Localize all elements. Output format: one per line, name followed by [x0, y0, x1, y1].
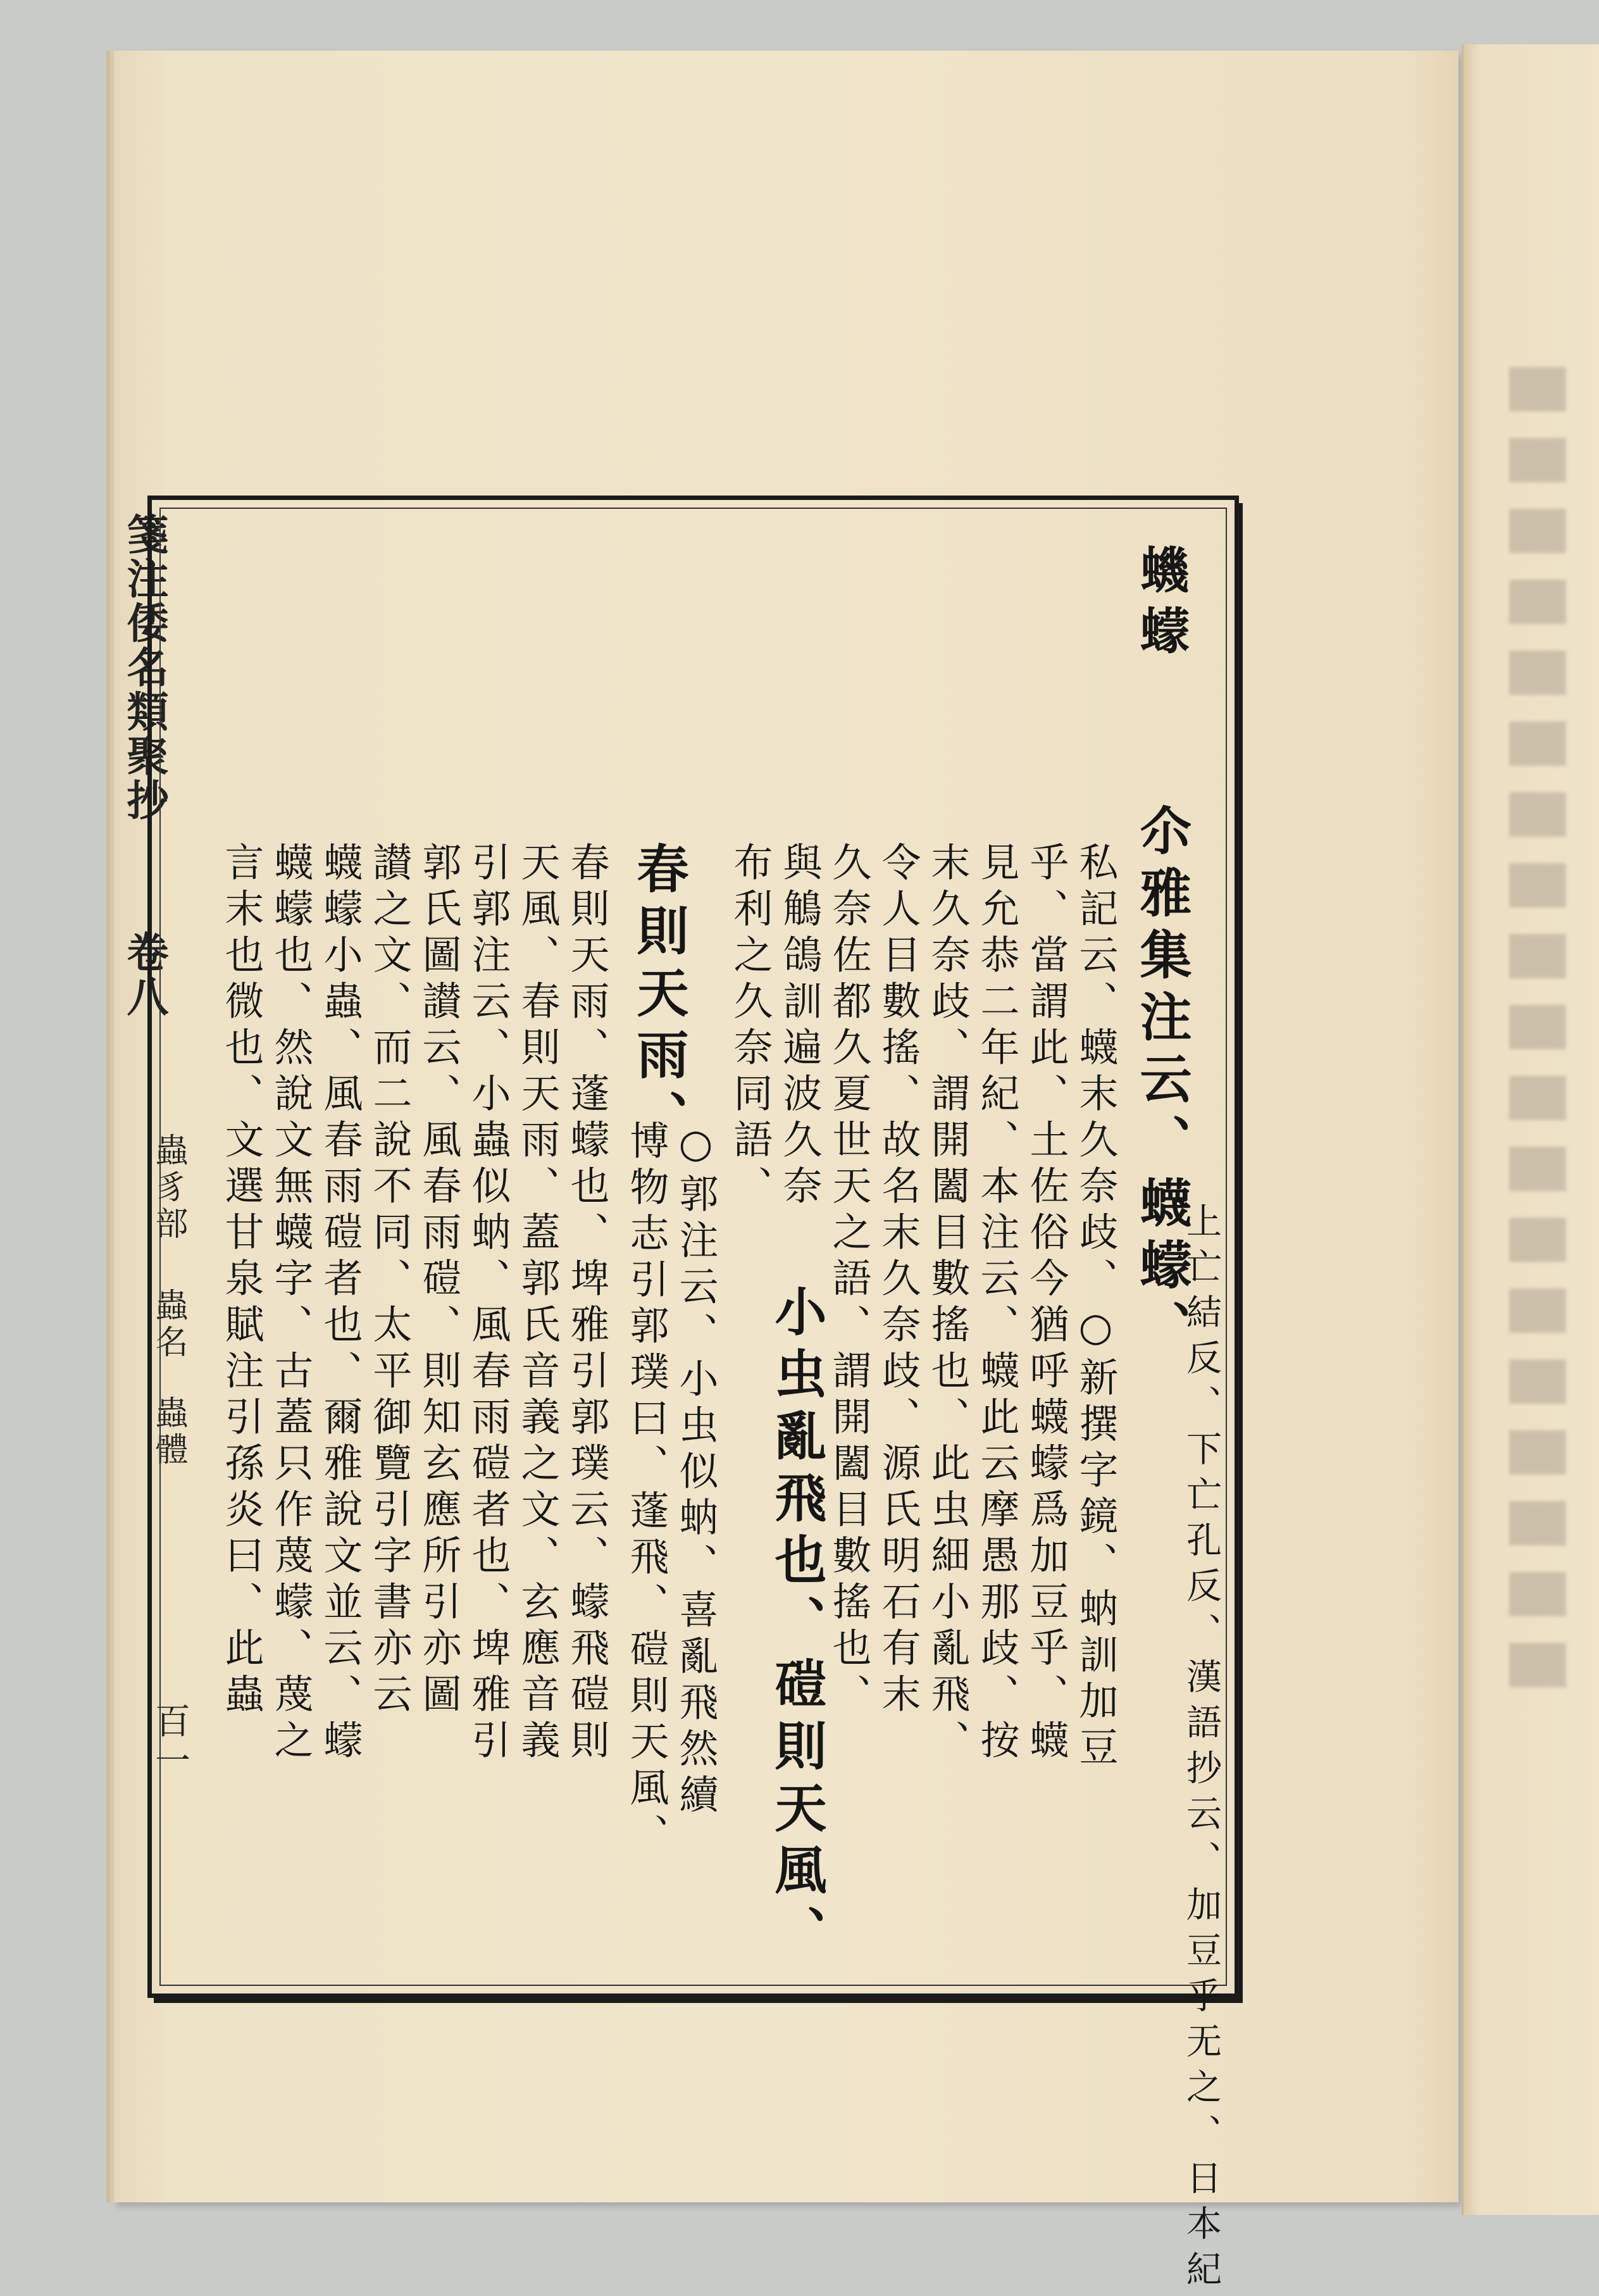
volume-label: 卷八: [120, 930, 169, 1019]
entry-reading-note: 上亡結反、下亡孔反、漢語抄云、加豆乎无之、日本紀: [1181, 1202, 1222, 2296]
commentary-column-4: 末久奈歧、謂開闔目數搖也、此虫細小亂飛、: [924, 842, 971, 1766]
commentary-column-1: 私記云、蠛末久奈歧、○新撰字鏡、蚋訓加豆: [1073, 842, 1119, 1773]
commentary-column-14: 郭氏圖讃云、風春雨磑、則知玄應所引亦圖: [416, 842, 462, 1719]
commentary-column-10: 博物志引郭璞曰、蓬飛、磑則天風、: [623, 1120, 669, 1859]
category-label: 蟲名: [149, 1288, 187, 1361]
entry-main-text-2: 小虫亂飛也、磑則天風、: [766, 1285, 827, 1967]
commentary-column-5: 令人目數搖、故名末久奈歧、源氏明石有末: [875, 842, 921, 1719]
headword: 蟣蠓: [1132, 544, 1190, 666]
entry-main-text-1: 尒雅集注云、蠛蠓、: [1131, 804, 1192, 1362]
commentary-column-11: 春則天雨、蓬蠓也、埤雅引郭璞云、蠓飛磑則: [564, 842, 610, 1766]
show-through-bleed: [1509, 367, 1566, 1709]
commentary-column-13: 引郭注云、小蟲似蚋、風春雨磑者也、埤雅引: [465, 842, 511, 1766]
commentary-column-3: 見允恭二年紀、本注云、蠛此云摩愚那歧、按: [974, 842, 1020, 1766]
book-title: 箋注倭名類聚抄: [120, 513, 169, 823]
commentary-column-16: 蠛蠓小蟲、風春雨磑者也、爾雅說文並云、蠓: [317, 842, 363, 1766]
commentary-column-15: 讃之文、而二說不同、太平御覽引字書亦云: [366, 842, 413, 1719]
page-number: 百一: [149, 1702, 190, 1781]
commentary-column-18: 言末也微也、文選甘泉賦注引孫炎曰、此蟲: [218, 842, 264, 1719]
entry-main-text-3: 春則天雨、: [628, 842, 689, 1152]
commentary-column-6: 久奈佐都久夏世天之語、謂開闔目數搖也、: [826, 842, 872, 1719]
commentary-column-7: 與鵤鴿訓遍波久奈: [776, 842, 823, 1211]
commentary-column-17: 蠛蠓也、然說文無蠛字、古蓋只作蔑蠓、蔑之: [268, 842, 314, 1766]
commentary-column-2: 乎、當謂此、土佐俗今猶呼蠛蠓爲加豆乎、蠛: [1023, 842, 1069, 1766]
section-label: 蟲豸部: [149, 1133, 187, 1243]
commentary-column-9: ○郭注云、小虫似蚋、喜亂飛然續: [673, 1120, 719, 1820]
subcategory-label: 蟲體: [149, 1395, 187, 1469]
commentary-column-12: 天風、春則天雨、蓋郭氏音義之文、玄應音義: [514, 842, 561, 1766]
commentary-column-8: 布利之久奈同語、: [727, 842, 773, 1211]
